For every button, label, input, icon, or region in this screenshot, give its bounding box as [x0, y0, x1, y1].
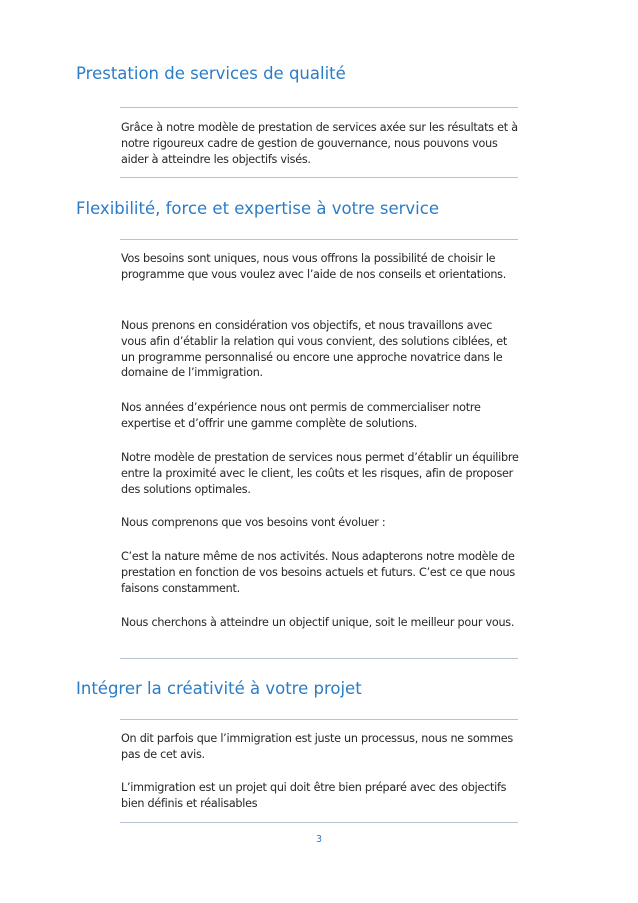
page-number: 3 [315, 834, 323, 845]
paragraph: L’immigration est un projet qui doit être bien préparé avec des objectifs bien définis et réalisables [121, 781, 507, 810]
paragraph: Grâce à notre modèle de prestation de services axée sur les résultats et à notre rigoureux cadre de gestion de gouvernance, nous pouvons vous aider à atteindre les objectifs visés. [121, 121, 518, 166]
section-heading-flexibility: Flexibilité, force et expertise à votre service [76, 199, 439, 218]
paragraph: On dit parfois que l’immigration est juste un processus, nous ne sommes pas de cet avis. [121, 732, 513, 761]
paragraph: C’est la nature même de nos activités. Nous adapterons notre modèle de prestation en fonction de vos besoins actuels et futurs. C’est ce que nous faisons constamment. [121, 550, 515, 595]
paragraph: Nous prenons en considération vos objectifs, et nous travaillons avec vous afin d’établir la relation qui vous convient, des solutions ciblées, et un programme personnalisé ou encore une approche novatrice dans le domaine de l’immigration. [121, 319, 508, 380]
section-heading-service-quality: Prestation de services de qualité [76, 64, 346, 83]
section-rule-bottom [120, 658, 518, 659]
section-rule-top [120, 107, 518, 108]
paragraph: Nous cherchons à atteindre un objectif unique, soit le meilleur pour vous. [121, 616, 515, 629]
section-heading-creativity: Intégrer la créativité à votre projet [76, 679, 362, 698]
paragraph: Nos années d’expérience nous ont permis de commercialiser notre expertise et d’offrir une gamme complète de solutions. [121, 401, 481, 430]
paragraph: Nous comprenons que vos besoins vont évoluer : [121, 516, 386, 529]
section-rule-top [120, 719, 518, 720]
section-rule-top [120, 239, 518, 240]
section-rule-bottom [120, 177, 518, 178]
paragraph: Notre modèle de prestation de services nous permet d’établir un équilibre entre la proximité avec le client, les coûts et les risques, afin de proposer des solutions optimales. [121, 451, 519, 496]
paragraph: Vos besoins sont uniques, nous vous offrons la possibilité de choisir le programme que vous voulez avec l’aide de nos conseils et orientations. [121, 252, 507, 281]
section-rule-bottom [120, 822, 518, 823]
